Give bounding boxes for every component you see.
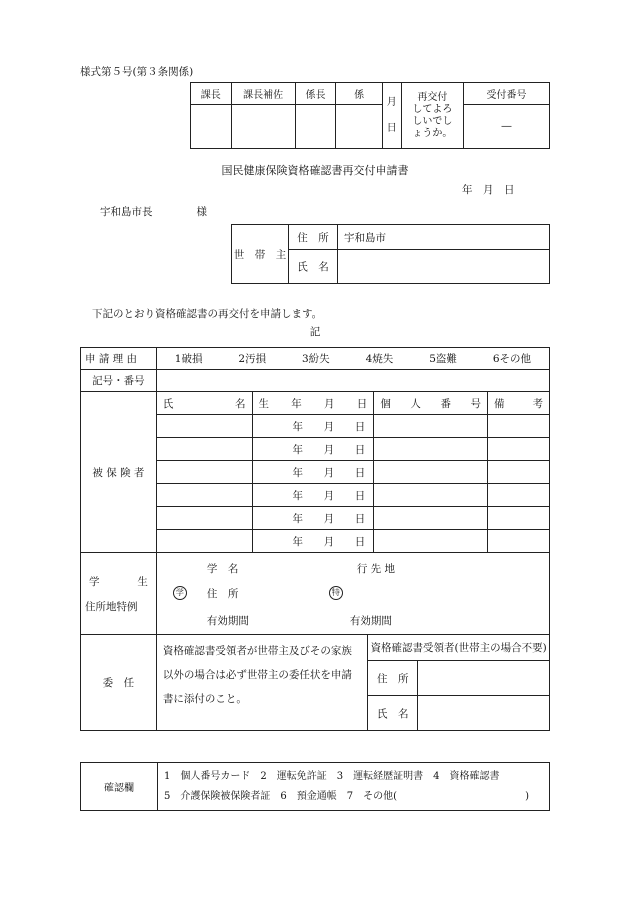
reason-option[interactable]: 4焼失	[365, 353, 394, 365]
household-head-label: 世 帯 主	[232, 225, 289, 284]
reason-option[interactable]: 5盗難	[429, 353, 457, 365]
date-char: 年	[292, 420, 304, 433]
date-char: 日	[354, 535, 366, 548]
address-label: 住 所	[289, 225, 338, 250]
delegation-label: 委 任	[81, 635, 157, 731]
name-field[interactable]	[338, 250, 550, 284]
confirmation-line2	[164, 787, 543, 807]
date-char: 日	[354, 420, 366, 433]
recipient-address-field[interactable]	[418, 661, 550, 696]
insured-birth-cell[interactable]	[252, 484, 374, 507]
confirmation-table	[80, 762, 550, 811]
applicant-table	[231, 224, 550, 284]
date-char: 年	[292, 443, 304, 456]
special-mark-icon	[329, 586, 343, 600]
insured-personal-no-cell[interactable]	[374, 484, 488, 507]
col-remarks-header	[488, 392, 550, 415]
reason-option[interactable]: 1破損	[174, 353, 203, 365]
insured-remarks-cell[interactable]	[488, 461, 550, 484]
name-label: 氏 名	[289, 250, 338, 284]
stamp-cell	[295, 105, 336, 149]
date-char: 月	[323, 489, 335, 502]
header-char: 番	[440, 397, 451, 410]
header-char: 個	[380, 397, 391, 410]
lead-text: 下記のとおり資格確認書の再交付を申請します。	[92, 308, 323, 320]
header-char: 氏	[162, 397, 174, 410]
school-mark-icon	[173, 586, 187, 600]
insured-name-cell[interactable]	[156, 461, 252, 484]
school-name-label: 学 名	[206, 563, 239, 575]
header-char: 考	[532, 397, 543, 410]
date-char: 月	[323, 466, 335, 479]
date-char: 年	[292, 489, 304, 502]
insured-name-cell[interactable]	[156, 415, 252, 438]
confirmation-line1: 1 個人番号カード 2 運転免許証 3 運転経歴証明書 4 資格確認書	[164, 770, 500, 782]
insured-remarks-cell[interactable]	[488, 530, 550, 553]
stamp-month-day: 月 日	[382, 83, 401, 149]
main-table	[80, 347, 550, 731]
insured-name-cell[interactable]	[156, 530, 252, 553]
approval-stamp-box	[190, 82, 550, 149]
header-char: 備	[494, 397, 505, 410]
form-title: 国民健康保険資格確認書再交付申請書	[221, 164, 409, 177]
form-number: 様式第５号(第３条関係)	[80, 66, 194, 78]
insured-personal-no-cell[interactable]	[374, 461, 488, 484]
addressee-name: 宇和島市長	[100, 206, 153, 218]
student-section	[156, 553, 549, 635]
stamp-col-assistant-chief: 課長補佐	[231, 83, 295, 105]
receipt-number-value: ―	[464, 105, 550, 149]
date-line: 年 月 日	[462, 184, 515, 196]
reason-option[interactable]: 3紛失	[302, 353, 330, 365]
insured-label: 被 保 険 者	[81, 392, 157, 553]
header-char: 日	[356, 397, 368, 410]
student-label-line2: 住所地特例	[85, 600, 138, 613]
delegation-note: 資格確認書受領者が世帯主及びその家族以外の場合は必ず世帯主の委任状を申請書に添付のこと。	[156, 635, 368, 731]
school-mark-text: 学	[173, 586, 187, 600]
symbol-number-field[interactable]	[156, 370, 549, 392]
date-char: 日	[354, 466, 366, 479]
date-char: 月	[323, 512, 335, 525]
insured-birth-cell[interactable]	[252, 507, 374, 530]
confirmation-label: 確認欄	[81, 763, 158, 811]
student-label-char: 学	[89, 575, 100, 588]
symbol-number-label: 記号・番号	[81, 370, 157, 392]
stamp-reissue-ok: 再交付 してよろ しいでし ょうか。	[401, 83, 463, 149]
reason-label-text: 申 請 理 由	[85, 353, 138, 365]
date-char: 月	[323, 535, 335, 548]
stamp-col-subsection-chief: 係長	[295, 83, 336, 105]
date-char: 日	[354, 489, 366, 502]
date-char: 月	[323, 443, 335, 456]
header-char: 月	[324, 397, 335, 410]
address-field[interactable]: 宇和島市	[338, 225, 550, 250]
insured-birth-cell[interactable]	[252, 415, 374, 438]
destination-label: 行 先 地	[356, 563, 396, 575]
date-char: 月	[323, 420, 335, 433]
confirmation-options	[158, 763, 550, 811]
col-personal-no-header	[374, 392, 488, 415]
stamp-col-section-chief: 課長	[191, 83, 232, 105]
recipient-address-label: 住 所	[368, 661, 418, 696]
confirmation-line2-text: 5 介護保険被保険者証 6 預金通帳 7 その他(	[164, 790, 397, 802]
insured-birth-cell[interactable]	[252, 461, 374, 484]
recipient-name-label: 氏 名	[368, 696, 418, 731]
ki-heading: 記	[309, 326, 321, 338]
insured-name-cell[interactable]	[156, 484, 252, 507]
date-char: 日	[354, 443, 366, 456]
date-char: 日	[354, 512, 366, 525]
insured-remarks-cell[interactable]	[488, 438, 550, 461]
student-label-char: 生	[137, 575, 148, 588]
header-char: 年	[291, 397, 302, 410]
insured-remarks-cell[interactable]	[488, 484, 550, 507]
honorific: 様	[196, 206, 207, 218]
student-address-label: 住 所	[206, 588, 239, 600]
reason-option[interactable]: 6その他	[492, 353, 532, 365]
addressee	[100, 204, 207, 219]
stamp-cell	[231, 105, 295, 149]
header-char: 名	[235, 397, 246, 410]
date-char: 年	[292, 466, 304, 479]
insured-personal-no-cell[interactable]	[374, 507, 488, 530]
reason-options	[156, 348, 549, 370]
reason-option[interactable]: 2汚損	[238, 353, 267, 365]
receipt-number-label: 受付番号	[464, 83, 550, 105]
header-char: 生	[258, 397, 270, 410]
stamp-col-staff: 係	[336, 83, 382, 105]
header-char: 号	[470, 397, 481, 410]
col-birth-header	[252, 392, 374, 415]
insured-personal-no-cell[interactable]	[374, 438, 488, 461]
recipient-name-field[interactable]	[418, 696, 550, 731]
stamp-cell	[191, 105, 232, 149]
date-char: 年	[292, 535, 304, 548]
insured-name-cell[interactable]	[156, 438, 252, 461]
insured-birth-cell[interactable]	[252, 530, 374, 553]
insured-remarks-cell[interactable]	[488, 507, 550, 530]
recipient-title: 資格確認書受領者(世帯主の場合不要)	[368, 635, 550, 661]
confirmation-line2-close: )	[525, 790, 529, 802]
insured-name-cell[interactable]	[156, 507, 252, 530]
col-name-header	[156, 392, 252, 415]
insured-personal-no-cell[interactable]	[374, 415, 488, 438]
validity-right-label: 有効期間	[349, 615, 392, 627]
date-char: 年	[292, 512, 304, 525]
header-char: 人	[410, 397, 421, 410]
student-label	[81, 553, 157, 635]
insured-personal-no-cell[interactable]	[374, 530, 488, 553]
insured-birth-cell[interactable]	[252, 438, 374, 461]
stamp-cell	[336, 105, 382, 149]
special-mark-text: 特	[329, 586, 343, 600]
validity-left-label: 有効期間	[206, 615, 249, 627]
insured-remarks-cell[interactable]	[488, 415, 550, 438]
reason-label	[81, 348, 157, 370]
